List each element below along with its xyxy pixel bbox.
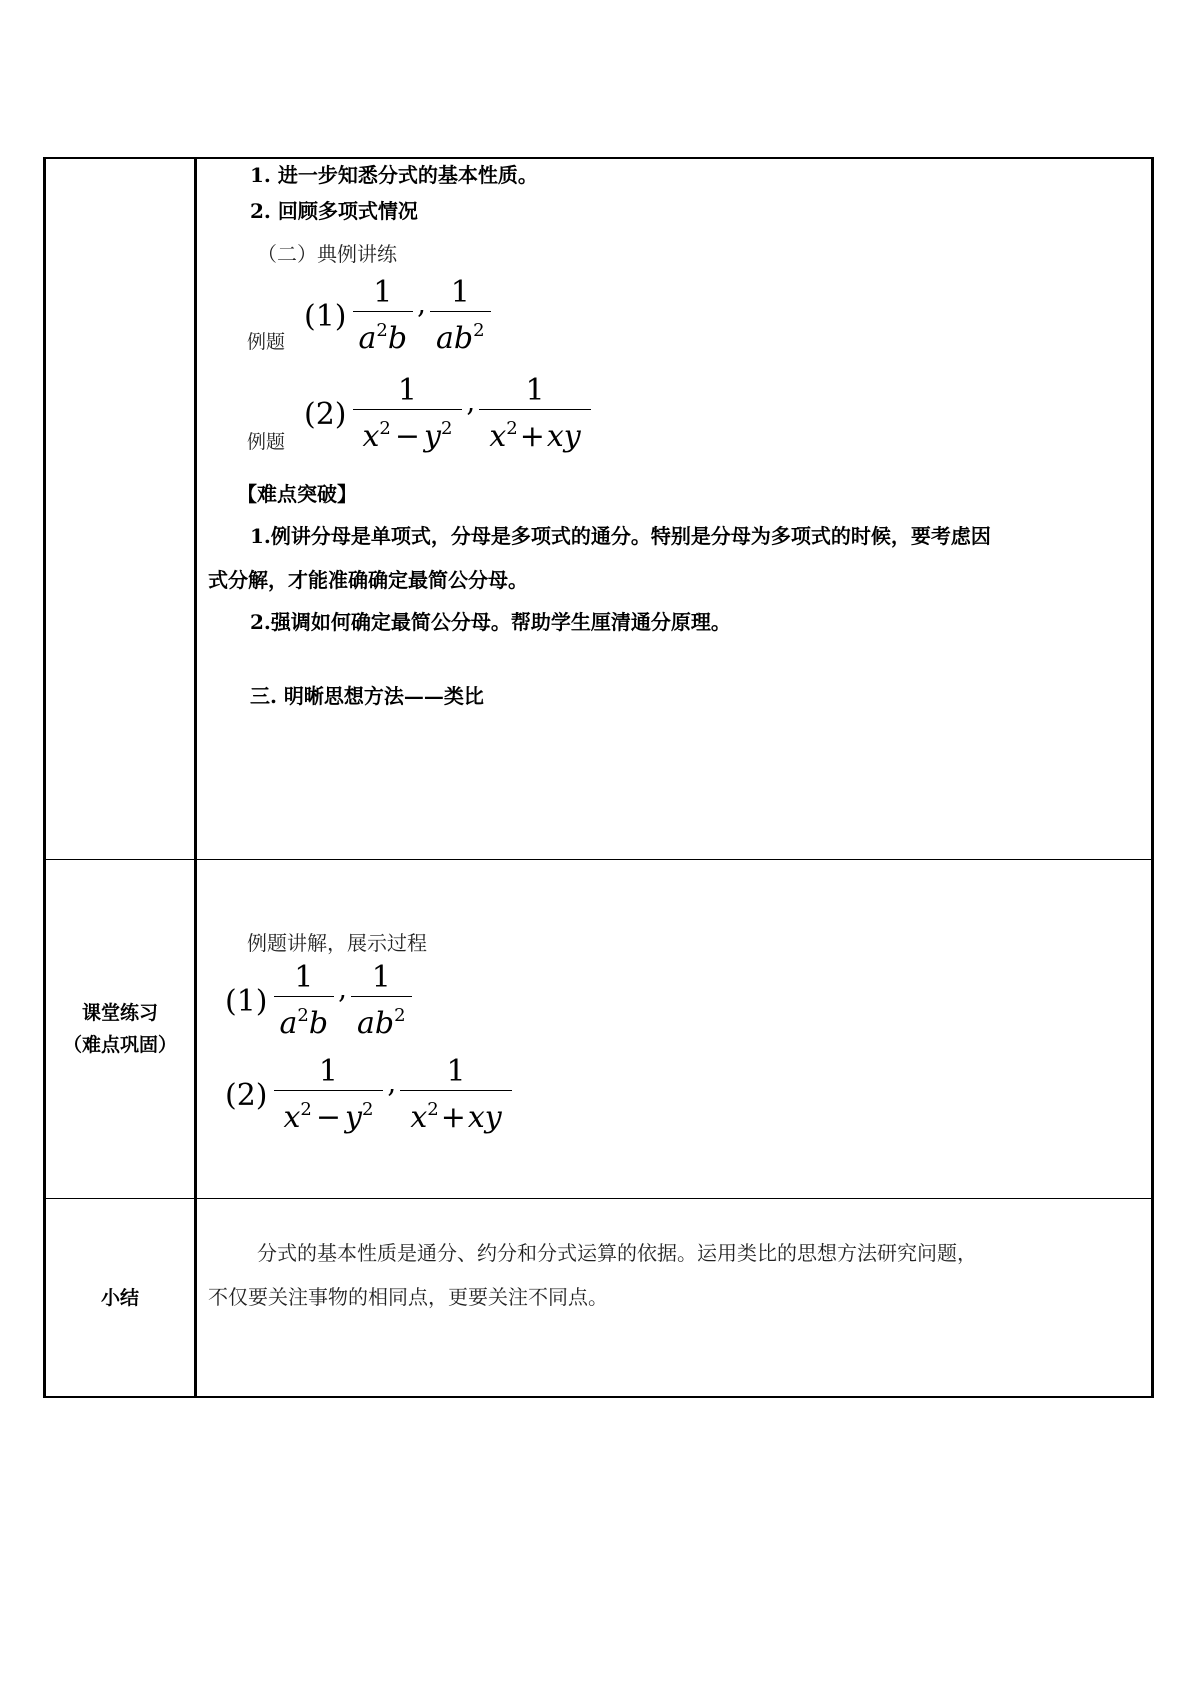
example-index: (2) bbox=[304, 397, 347, 432]
summary-text-line-1: 分式的基本性质是通分、约分和分式运算的依据。运用类比的思想方法研究问题， bbox=[257, 1241, 977, 1265]
example-label: 例题 bbox=[247, 331, 286, 353]
denominator: $ab^2$ bbox=[351, 996, 412, 1043]
example-index: (2) bbox=[225, 1078, 268, 1113]
denominator: $x^2+xy$ bbox=[400, 1090, 511, 1137]
numerator: 1 bbox=[373, 275, 393, 310]
denominator: $x^2 - y^2$ bbox=[274, 1090, 384, 1137]
practice-formula-1 bbox=[225, 960, 414, 1043]
fraction bbox=[351, 960, 412, 1043]
lesson-plan-table bbox=[43, 157, 1154, 1398]
comma: , bbox=[466, 385, 476, 418]
summary-label: 小结 bbox=[100, 1286, 139, 1309]
fraction bbox=[274, 960, 335, 1043]
numerator: 1 bbox=[318, 1054, 338, 1089]
denominator: $a^2b$ bbox=[274, 996, 335, 1043]
numerator: 1 bbox=[371, 960, 391, 995]
subheading: （二）典例讲练 bbox=[257, 242, 397, 266]
denominator: $x^2+xy$ bbox=[479, 409, 590, 456]
example-index: (1) bbox=[304, 299, 347, 334]
summary-content-cell bbox=[196, 1199, 1153, 1398]
row-label-cell bbox=[45, 1199, 196, 1398]
practice-sublabel: （难点巩固） bbox=[62, 1034, 177, 1056]
practice-content-cell bbox=[196, 860, 1153, 1199]
numerator: 1 bbox=[525, 373, 545, 408]
table-row bbox=[45, 158, 1153, 860]
fraction bbox=[353, 373, 463, 456]
difficulty-paragraph-2: 2.强调如何确定最简公分母。帮助学生厘清通分原理。 bbox=[250, 610, 731, 634]
practice-formula-2 bbox=[225, 1054, 514, 1137]
denominator: $a^2b$ bbox=[353, 311, 414, 358]
comma: , bbox=[338, 972, 347, 1005]
denominator: $x^2 - y^2$ bbox=[353, 409, 463, 456]
row-label-cell bbox=[45, 158, 196, 860]
numerator: 1 bbox=[450, 275, 470, 310]
fraction bbox=[479, 373, 590, 456]
numerator: 1 bbox=[446, 1054, 466, 1089]
section-3-heading: 三. 明晰思想方法——类比 bbox=[250, 684, 484, 708]
example-label: 例题 bbox=[247, 431, 286, 453]
difficulty-paragraph-1: 1.例讲分母是单项式，分母是多项式的通分。特别是分母为多项式的时候，要考虑因 bbox=[250, 524, 991, 548]
row-label-cell bbox=[45, 860, 196, 1199]
comma: , bbox=[417, 287, 426, 320]
fraction bbox=[274, 1054, 384, 1137]
item-2: 2. 回顾多项式情况 bbox=[250, 199, 418, 223]
practice-label: 课堂练习 bbox=[81, 1002, 158, 1024]
fraction bbox=[430, 275, 491, 358]
process-content-cell bbox=[196, 158, 1153, 860]
practice-intro: 例题讲解，展示过程 bbox=[247, 931, 427, 955]
table-row bbox=[45, 860, 1153, 1199]
summary-text-line-2: 不仅要关注事物的相同点，更要关注不同点。 bbox=[208, 1285, 608, 1309]
example-2-formula bbox=[304, 373, 593, 456]
example-index: (1) bbox=[225, 984, 268, 1019]
denominator: $ab^2$ bbox=[430, 311, 491, 358]
table-row bbox=[45, 1199, 1153, 1398]
difficulty-heading: 【难点突破】 bbox=[237, 482, 357, 506]
fraction bbox=[353, 275, 414, 358]
numerator: 1 bbox=[397, 373, 417, 408]
numerator: 1 bbox=[294, 960, 314, 995]
example-1-formula bbox=[304, 275, 493, 358]
comma: , bbox=[387, 1066, 397, 1099]
difficulty-paragraph-1-cont: 式分解，才能准确确定最简公分母。 bbox=[208, 568, 528, 592]
item-1: 1. 进一步知悉分式的基本性质。 bbox=[250, 163, 538, 187]
fraction bbox=[400, 1054, 511, 1137]
